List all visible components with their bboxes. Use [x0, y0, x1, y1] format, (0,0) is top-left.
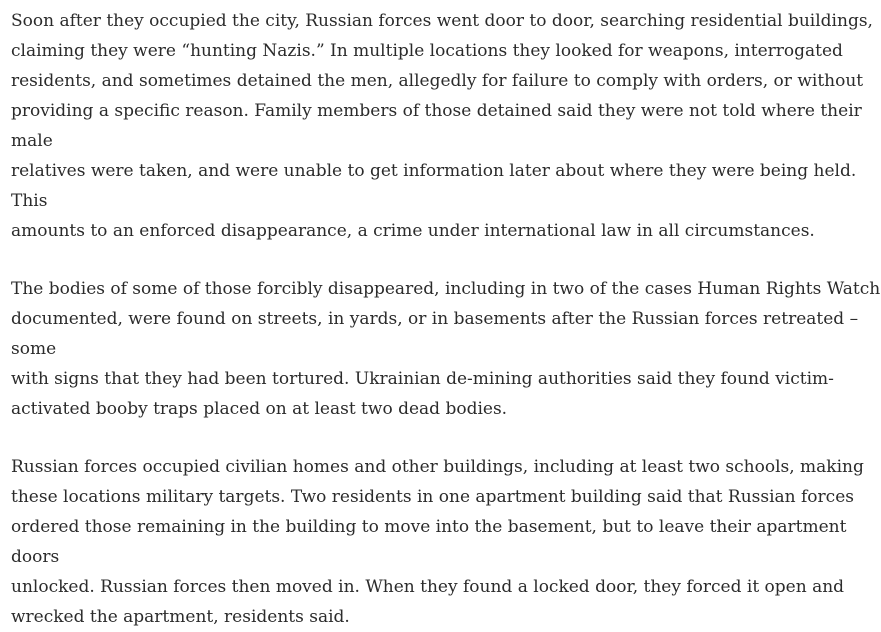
paragraph-bodies-found: The bodies of some of those forcibly disappeared, including in two of the cases Human Rights Watch documented, were found on streets, in yards, or in basements after the Russian forces retreated – some with signs that they had been tortured. Ukrainian de-mining authorities said they found victim- activated booby traps placed on at least two dead bodies.: [11, 279, 881, 419]
paragraph-detentions: Soon after they occupied the city, Russian forces went door to door, searching residential buildings, claiming they were “hunting Nazis.” In multiple locations they looked for weapons, interrogated residents, and sometimes detained the men, allegedly for failure to comply with orders, or without providing a specific reason. Family members of those detained said they were not told where their male relatives were taken, and were unable to get information later about where they were being held. This amounts to an enforced disappearance, a crime under international law in all circumstances.: [11, 11, 873, 241]
paragraph-occupied-homes: Russian forces occupied civilian homes and other buildings, including at least two schools, making these locations military targets. Two residents in one apartment building said that Russian forces ordered those remaining in the building to move into the basement, but to leave their apartment doors unlocked. Russian forces then moved in. When they found a locked door, they forced it open and wrecked the apartment, residents said.: [11, 457, 864, 627]
